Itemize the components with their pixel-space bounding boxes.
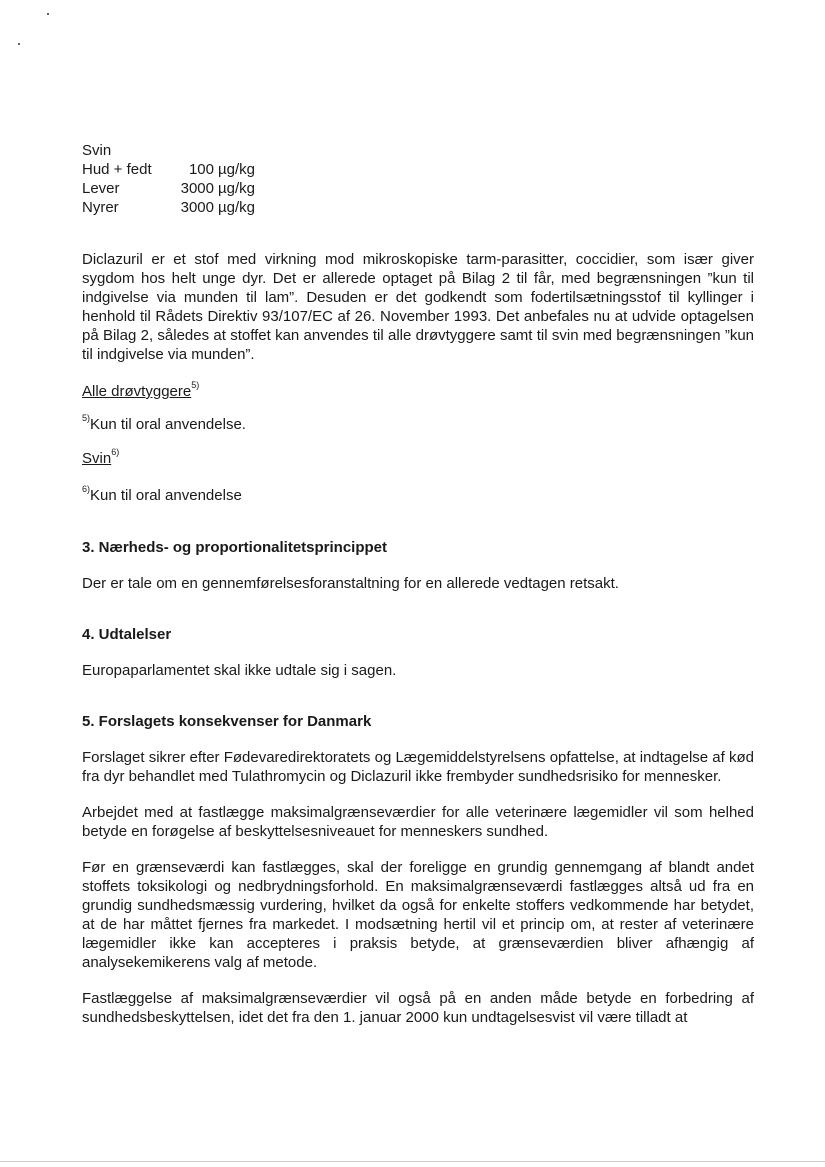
section-3-text: Der er tale om en gennemførelsesforanstaltning for en allerede vedtagen retsakt. [82, 575, 619, 592]
residue-table-header: Svin [82, 142, 112, 159]
section-4-heading: 4. Udtalelser [82, 626, 172, 643]
unit-cell: µg/kg [218, 180, 255, 197]
section-4-text: Europaparlamentet skal ikke udtale sig i sagen. [82, 662, 397, 679]
value-cell: 3000 [180, 199, 214, 216]
note-superscript: 5) [191, 380, 200, 390]
table-row [82, 198, 255, 217]
tissue-cell: Lever [82, 180, 120, 197]
section-5-paragraph: Forslaget sikrer efter Fødevaredirektoratets og Lægemiddelstyrelsens opfattelse, at indtagelse af kød fra dyr behandlet med Tulathromycin og Diclazuril ikke frembyder sundhedsrisiko for mennesker. [82, 749, 754, 785]
note-label-text: Svin [82, 450, 112, 467]
unit-cell: µg/kg [218, 161, 255, 178]
tissue-cell: Nyrer [82, 199, 119, 216]
document-body [82, 141, 754, 1027]
footnote-text: Kun til oral anvendelse [90, 487, 242, 504]
footnote-superscript: 6) [82, 484, 91, 494]
section-5-paragraph: Arbejdet med at fastlægge maksimalgrænseværdier for alle veterinære lægemidler vil som helhed betyde en forøgelse af beskyttelsesniveauet for menneskers sundhed. [82, 804, 754, 840]
section-5-paragraph: Før en grænseværdi kan fastlægges, skal der foreligge en grundig gennemgang af blandt andet stoffets toksikologi og nedbrydningsforhold. En maksimalgrænseværdi fastlægges altså ud fra en grundig sundhedsmæssig vurdering, hvilket da også for enkelte stoffers vedkommende har betydet, at de har måttet fjernes fra markedet. I modsætning hertil vil et princip om, at rester af veterinære lægemidler ikke kan accepteres i praksis betyde, at grænseværdien bliver afhængig af analysekemikerens valg af metode. [82, 859, 754, 971]
residue-table [82, 160, 255, 217]
section-5-heading: 5. Forslagets konsekvenser for Danmark [82, 713, 372, 730]
section-5-paragraph: Fastlæggelse af maksimalgrænseværdier vil også på en anden måde betyde en forbedring af sundhedsbeskyttelsen, idet det fra den 1. januar 2000 kun undtagelsesvist vil være tilladt at [82, 990, 754, 1026]
unit-cell: µg/kg [218, 199, 255, 216]
table-row [82, 179, 255, 198]
value-cell: 100 [188, 161, 214, 178]
footnote-pigs [82, 486, 754, 505]
intro-paragraph: Diclazuril er et stof med virkning mod mikroskopiske tarm-parasitter, coccidier, som især giver sygdom hos helt unge dyr. Det er allerede optaget på Bilag 2 til får, med begrænsningen ”kun til indgivelse via munden til lam”. Desuden er det godkendt som fodertilsætningsstof til kyllinger i henhold til Rådets Direktiv 93/107/EC af 26. November 1993. Det anbefales nu at udvide optagelsen på Bilag 2, således at stoffet kan anvendes til alle drøvtyggere samt til svin med begrænsningen ”kun til indgivelse via munden”. [82, 251, 754, 363]
note-label-text: Alle drøvtyggere [82, 383, 192, 400]
section-3-heading: 3. Nærheds- og proportionalitetsprincippet [82, 539, 388, 556]
footnote-text: Kun til oral anvendelse. [90, 416, 246, 433]
note-label-ruminants [82, 382, 754, 401]
note-label-pigs [82, 449, 754, 468]
scan-speck [18, 43, 20, 45]
footnote-ruminants [82, 415, 754, 434]
page-bottom-line [0, 1161, 825, 1162]
note-superscript: 6) [111, 447, 120, 457]
footnote-superscript: 5) [82, 413, 91, 423]
scan-speck [47, 13, 49, 15]
table-row [82, 160, 255, 179]
value-cell: 3000 [180, 180, 214, 197]
tissue-cell: Hud + fedt [82, 161, 152, 178]
